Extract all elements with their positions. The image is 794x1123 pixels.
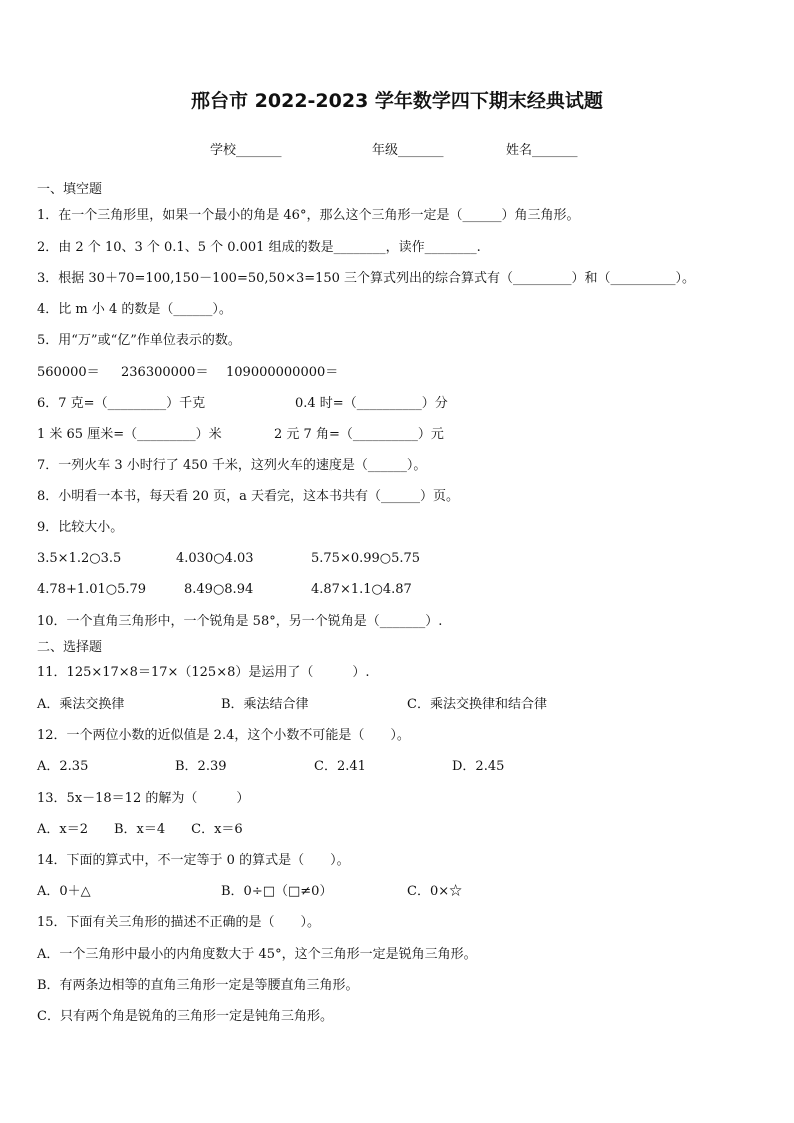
question-9-part-b: 4.030○4.03 bbox=[176, 551, 254, 566]
question-10: 10．一个直角三角形中，一个锐角是 58°，另一个锐角是（_______）. bbox=[37, 614, 443, 629]
question-12-option-b: B．2.39 bbox=[175, 759, 227, 774]
question-5-part-a: 560000＝ bbox=[37, 365, 100, 380]
question-8: 8．小明看一本书，每天看 20 页，a 天看完，这本书共有（______）页。 bbox=[37, 489, 459, 504]
page-title: 邢台市 2022-2023 学年数学四下期末经典试题 bbox=[191, 90, 603, 112]
question-11: 11．125×17×8＝17×（125×8）是运用了（ ）. bbox=[37, 665, 370, 680]
question-15-option-a: A．一个三角形中最小的内角度数大于 45°，这个三角形一定是锐角三角形。 bbox=[37, 947, 477, 962]
question-12-option-a: A．2.35 bbox=[37, 759, 89, 774]
question-15-option-b: B．有两条边相等的直角三角形一定是等腰直角三角形。 bbox=[37, 978, 359, 993]
question-7: 7．一列火车 3 小时行了 450 千米，这列火车的速度是（______）。 bbox=[37, 458, 427, 473]
question-3: 3．根据 30＋70=100,150－100=50,50×3=150 三个算式列出的综合算式有（_________）和（__________）。 bbox=[37, 271, 696, 286]
question-9: 9．比较大小。 bbox=[37, 520, 124, 535]
question-12-option-c: C．2.41 bbox=[314, 759, 366, 774]
question-11-option-c: C．乘法交换律和结合律 bbox=[407, 697, 547, 712]
name-field: 姓名_______ bbox=[506, 143, 578, 158]
question-12: 12．一个两位小数的近似值是 2.4，这个小数不可能是（ ）。 bbox=[37, 728, 410, 743]
question-5-part-b: 236300000＝ bbox=[121, 365, 209, 380]
question-5-part-c: 109000000000＝ bbox=[226, 365, 339, 380]
question-9-part-a: 3.5×1.2○3.5 bbox=[37, 551, 122, 566]
question-15: 15．下面有关三角形的描述不正确的是（ ）。 bbox=[37, 915, 321, 930]
question-11-option-b: B．乘法结合律 bbox=[221, 697, 309, 712]
question-6-part-d: 2 元 7 角=（__________）元 bbox=[274, 427, 444, 442]
question-13: 13．5x－18＝12 的解为（ ） bbox=[37, 791, 250, 806]
section-fill-heading: 一、填空题 bbox=[37, 182, 103, 197]
question-14-option-b: B．0÷□（□≠0） bbox=[221, 884, 333, 899]
question-6-part-c: 1 米 65 厘米=（_________）米 bbox=[37, 427, 222, 442]
question-12-option-d: D．2.45 bbox=[452, 759, 505, 774]
question-15-option-c: C．只有两个角是锐角的三角形一定是钝角三角形。 bbox=[37, 1009, 333, 1024]
question-6-part-b: 0.4 时=（__________）分 bbox=[295, 396, 448, 411]
question-14-option-a: A．0＋△ bbox=[37, 884, 91, 899]
question-9-part-e: 8.49○8.94 bbox=[184, 582, 254, 597]
question-9-part-c: 5.75×0.99○5.75 bbox=[311, 551, 421, 566]
school-field: 学校_______ bbox=[210, 143, 282, 158]
question-6-part-a: 6．7 克=（_________）千克 bbox=[37, 396, 206, 411]
question-9-part-f: 4.87×1.1○4.87 bbox=[311, 582, 412, 597]
question-13-options: A．x＝2 B．x＝4 C．x＝6 bbox=[37, 822, 243, 837]
section-choice-heading: 二、选择题 bbox=[37, 640, 103, 655]
question-11-option-a: A．乘法交换律 bbox=[37, 697, 125, 712]
question-14-option-c: C．0×☆ bbox=[407, 884, 463, 899]
question-4: 4．比 m 小 4 的数是（______）。 bbox=[37, 302, 232, 317]
question-2: 2．由 2 个 10、3 个 0.1、5 个 0.001 组成的数是________，读作________. bbox=[37, 240, 481, 255]
question-1: 1．在一个三角形里，如果一个最小的角是 46°，那么这个三角形一定是（______）角三角形。 bbox=[37, 208, 580, 223]
question-14: 14．下面的算式中，不一定等于 0 的算式是（ ）。 bbox=[37, 853, 350, 868]
question-9-part-d: 4.78+1.01○5.79 bbox=[37, 582, 147, 597]
grade-field: 年级_______ bbox=[372, 143, 444, 158]
question-5: 5．用“万”或“亿”作单位表示的数。 bbox=[37, 333, 241, 348]
